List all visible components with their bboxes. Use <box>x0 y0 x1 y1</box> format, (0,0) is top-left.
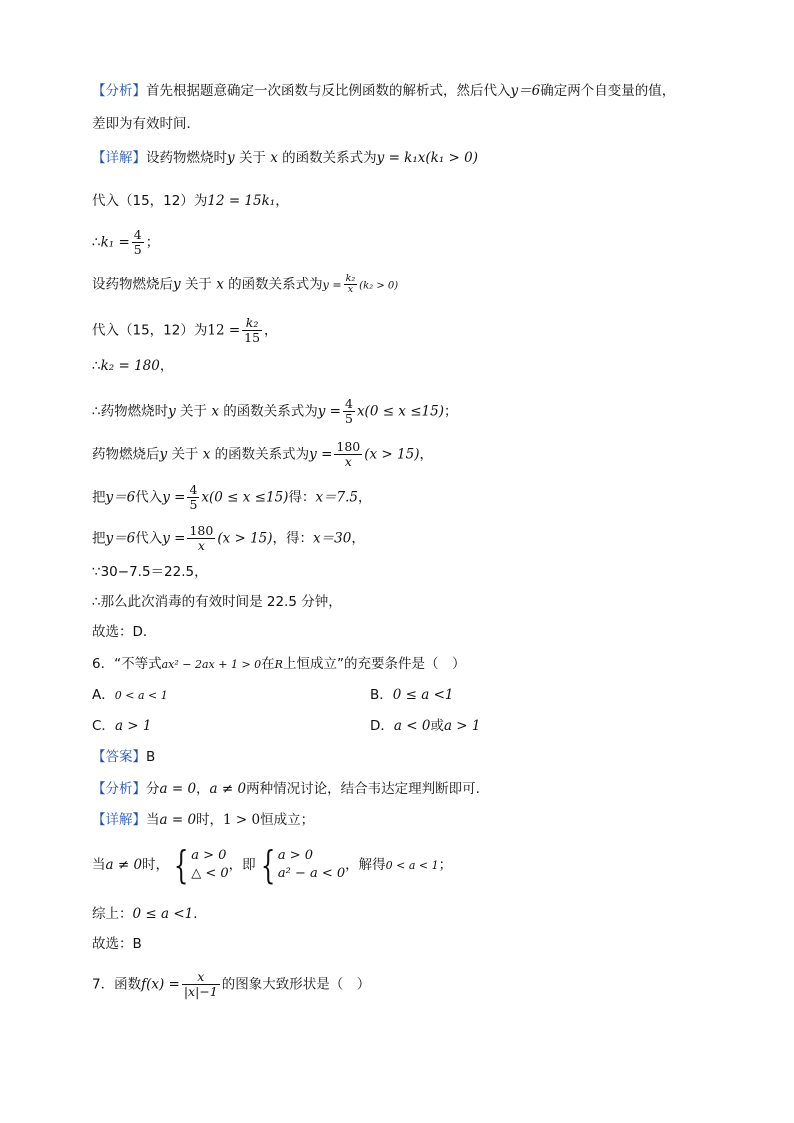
text: 两种情况讨论，结合韦达定理判断即可. <box>246 781 480 797</box>
fraction <box>334 440 362 469</box>
detail-line-6 <box>92 356 173 376</box>
math: a ≠ 0 <box>105 857 143 873</box>
text: C． <box>92 718 115 734</box>
math: y <box>227 150 235 166</box>
text: ∴ <box>92 234 101 251</box>
text: 的函数关系式为 <box>228 276 323 293</box>
math: y = <box>309 446 333 463</box>
math: y＝6 <box>105 489 136 506</box>
detail-line-9 <box>92 483 372 512</box>
case-system-2 <box>278 847 345 883</box>
math: a ≠ 0 <box>209 781 247 797</box>
math: (k₂ > 0) <box>359 280 399 292</box>
text: 或 <box>430 718 444 734</box>
text: 首先根据题意确定一次函数与反比例函数的解析式，然后代入 <box>146 83 511 99</box>
denominator: 5 <box>344 411 353 426</box>
case-row: a² − a < 0 <box>277 866 346 881</box>
text: 时， <box>142 857 170 873</box>
math: x＝7.5 <box>315 489 359 506</box>
text: 在 <box>261 656 275 672</box>
text: ，即 <box>228 857 256 873</box>
fraction <box>132 228 144 257</box>
text: 7．函数 <box>92 976 142 993</box>
text: 分 <box>146 781 160 797</box>
math: y <box>168 403 176 420</box>
math: f(x) = <box>141 976 180 993</box>
fraction <box>187 524 215 553</box>
math: ax² − 2ax + 1 > 0 <box>161 658 262 671</box>
text: 药物燃烧后 <box>92 446 160 463</box>
denominator: |x|−1 <box>183 984 218 999</box>
text: ； <box>443 403 458 420</box>
math: R <box>274 658 283 671</box>
text: . <box>193 906 198 922</box>
math: 0 ≤ a <1 <box>392 687 454 703</box>
denominator: x <box>197 538 205 553</box>
math: (x > 15) <box>217 530 273 547</box>
math: y = <box>162 489 186 506</box>
text: B． <box>370 687 393 703</box>
choose-line: 故选：B <box>92 936 142 952</box>
text: 关于 <box>238 150 266 166</box>
analysis-line-1 <box>92 81 675 101</box>
math: 0 < a < 1 <box>114 689 168 702</box>
math: y＝6 <box>105 530 136 547</box>
detail-line-13: 故选：D． <box>92 624 157 640</box>
numerator: 4 <box>133 227 142 242</box>
text: ，得： <box>272 530 314 547</box>
math: 0 ≤ a <1 <box>132 906 194 922</box>
math: x <box>216 276 224 293</box>
detail2-line <box>92 810 314 830</box>
denominator: 15 <box>244 330 261 345</box>
option-d <box>370 716 481 736</box>
numerator: 4 <box>189 482 198 497</box>
math: y = <box>317 403 341 420</box>
denominator: 5 <box>133 242 142 257</box>
fraction <box>343 397 355 426</box>
case-system-1 <box>191 847 228 883</box>
text: ， <box>358 489 372 506</box>
text: 时， <box>196 812 224 828</box>
text: ； <box>145 234 160 251</box>
question-6 <box>92 654 465 675</box>
text: 的函数关系式为 <box>214 446 310 463</box>
detail-tag: 【详解】 <box>92 812 146 828</box>
denominator: 5 <box>189 497 198 512</box>
answer-value: B <box>146 749 156 765</box>
text: 当 <box>146 812 160 828</box>
case-row: a > 0 <box>191 848 227 863</box>
math: a = 0 <box>159 781 197 797</box>
analysis-line-2: 差即为有效时间． <box>92 116 200 132</box>
detail-line-10 <box>92 524 365 553</box>
detail-line-12: ∴那么此次消毒的有效时间是 22.5 分钟， <box>92 594 342 610</box>
text: ， <box>264 322 278 339</box>
analysis-tag: 【分析】 <box>92 83 146 99</box>
case-row: △ < 0 <box>191 866 229 881</box>
option-a <box>92 685 168 706</box>
text: 代入 <box>135 489 163 506</box>
text: 的函数关系式为 <box>282 150 377 166</box>
text: 关于 <box>171 446 199 463</box>
brace: { <box>260 843 276 887</box>
numerator: 4 <box>344 396 353 411</box>
math: k₂ = 180 <box>100 358 160 374</box>
math: y = <box>322 278 342 292</box>
detail-line-1 <box>92 148 478 168</box>
text: 的图象大致形状是（ ） <box>221 976 371 993</box>
detail-line-4 <box>92 274 398 297</box>
detail-line-11: ∵30−7.5＝22.5， <box>92 564 208 580</box>
detail-tag: 【详解】 <box>92 150 146 166</box>
fraction <box>242 316 262 345</box>
math: y＝6 <box>510 83 541 99</box>
text: 确定两个自变量的值， <box>540 83 676 99</box>
math: y = <box>162 530 186 547</box>
text: 把 <box>92 530 106 547</box>
detail-line-2 <box>92 191 289 211</box>
analysis-tag: 【分析】 <box>92 781 146 797</box>
text: ， <box>196 781 210 797</box>
option-b <box>370 685 454 705</box>
text: 6．“不等式 <box>92 656 162 672</box>
denominator: x <box>347 284 354 295</box>
text: D． <box>370 718 394 734</box>
answer-line <box>92 747 155 767</box>
text: 把 <box>92 489 106 506</box>
case-line <box>92 845 452 886</box>
text: ∴ <box>92 358 101 374</box>
math: x <box>202 446 211 463</box>
math: x <box>270 150 278 166</box>
text: ， <box>159 358 174 374</box>
text: ； <box>438 857 453 873</box>
numerator: 180 <box>336 439 361 454</box>
detail-line-5 <box>92 316 278 345</box>
text: 设药物燃烧后 <box>92 276 173 293</box>
text: 代入（15，12）为 <box>92 193 208 209</box>
math: a > 1 <box>114 718 152 734</box>
text: 恒成立； <box>260 812 315 828</box>
answer-tag: 【答案】 <box>92 749 146 765</box>
math: a > 1 <box>443 718 481 734</box>
math: y <box>173 276 181 293</box>
math: x <box>211 403 219 420</box>
fraction <box>344 274 358 295</box>
math: x(0 ≤ x ≤15) <box>201 489 289 506</box>
text: 关于 <box>180 403 208 420</box>
case-row: a > 0 <box>277 848 314 863</box>
math: a = 0 <box>159 812 197 828</box>
denominator: x <box>344 454 352 469</box>
math: x(0 ≤ x ≤15) <box>356 403 444 420</box>
text: 当 <box>92 857 106 873</box>
detail-line-8 <box>92 440 433 469</box>
math: 12 = 15k₁ <box>207 193 276 209</box>
numerator: x <box>182 970 220 985</box>
math: k₁ = <box>100 234 130 251</box>
text: 代入 <box>135 530 163 547</box>
fraction <box>182 970 220 999</box>
text: ∴药物燃烧时 <box>92 403 169 420</box>
math: 1 > 0 <box>223 812 261 828</box>
text: 上恒成立”的充要条件是（ ） <box>282 656 466 672</box>
text: ，解得 <box>345 857 386 873</box>
brace: { <box>173 843 189 887</box>
math: y <box>159 446 168 463</box>
math: (x > 15) <box>364 446 420 463</box>
text: 综上： <box>92 906 133 922</box>
text: ， <box>419 446 433 463</box>
text: 的函数关系式为 <box>223 403 318 420</box>
math: a < 0 <box>393 718 431 734</box>
text: ， <box>275 193 289 209</box>
text: A． <box>92 687 115 703</box>
analysis2-line <box>92 779 480 799</box>
math: 0 < a < 1 <box>385 859 439 872</box>
numerator: k₂ <box>242 316 262 331</box>
math: y = k₁x(k₁ > 0) <box>376 150 478 166</box>
text: ， <box>351 530 365 547</box>
fraction <box>187 483 199 512</box>
numerator: k₂ <box>345 273 356 284</box>
math: 12 = <box>207 322 241 339</box>
question-7 <box>92 970 370 999</box>
text: 代入（15，12）为 <box>92 322 208 339</box>
detail-line-7 <box>92 397 457 426</box>
text: 关于 <box>184 276 212 293</box>
text: 设药物燃烧时 <box>146 150 227 166</box>
numerator: 180 <box>189 523 214 538</box>
text: 得： <box>288 489 316 506</box>
detail-line-3 <box>92 228 159 257</box>
summary-line <box>92 904 198 924</box>
option-c <box>92 716 151 736</box>
math: x＝30 <box>313 530 352 547</box>
